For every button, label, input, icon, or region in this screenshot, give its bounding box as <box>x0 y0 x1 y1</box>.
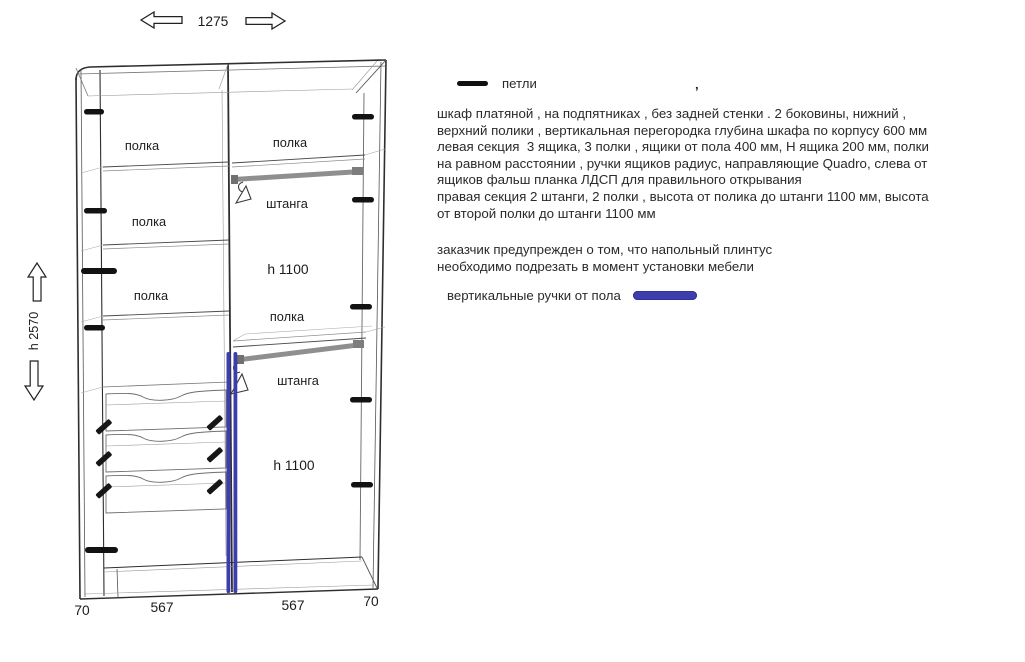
hinge-mark <box>84 325 105 331</box>
hinge-mark <box>352 197 374 203</box>
rod-height-label: h 1100 <box>273 458 315 473</box>
spec-line: шкаф платяной , на подпятниках , без задней стенки . 2 боковины, нижний , <box>437 106 907 121</box>
spec-line: верхний полики , вертикальная перегородка глубина шкафа по корпусу 600 мм <box>437 122 928 138</box>
stray-mark: ’ <box>695 84 699 99</box>
spec-text <box>437 106 1012 222</box>
arrow-down-icon <box>25 361 43 400</box>
spec-line: от второй полки до штанги 1100 мм <box>437 205 656 221</box>
spec-line: на равном расстоянии , ручки ящиков радиус, направляющие Quadro, слева от <box>437 155 928 171</box>
warning-text <box>437 242 1012 275</box>
bottom-dim: 70 <box>363 594 379 609</box>
legend-handles <box>447 288 697 303</box>
shelf-label: полка <box>124 138 160 153</box>
width-dimension <box>141 12 285 29</box>
spec-line: ящиков фальш планка ЛДСП для правильного открывания <box>437 172 802 188</box>
rod-label: штанга <box>266 196 308 211</box>
legend-handles-label: вертикальные ручки от пола <box>447 288 621 303</box>
bottom-dim: 567 <box>150 600 174 615</box>
arrow-up-icon <box>28 263 46 301</box>
height-dimension <box>25 263 46 400</box>
hinge-mark <box>81 268 117 274</box>
legend-hinges-label: петли <box>502 76 537 91</box>
bottom-dim: 70 <box>74 603 90 618</box>
shelf-line <box>81 311 229 322</box>
spec-line: левая секция 3 ящика, 3 полки , ящики от пола 400 мм, Н ящика 200 мм, полки <box>437 139 929 155</box>
hanger-icon <box>236 182 251 203</box>
hinge-mark <box>351 482 373 488</box>
hinge-line-swatch <box>457 81 488 86</box>
left-shelves-lines <box>81 162 229 393</box>
shelf-label: полка <box>131 214 167 229</box>
wardrobe-diagram <box>0 0 430 662</box>
vertical-handle-left <box>227 352 231 593</box>
shelf-label: полка <box>133 288 169 303</box>
hinge-mark <box>352 114 374 120</box>
hinge-mark <box>84 208 107 214</box>
vertical-handle-right <box>234 352 238 593</box>
diagram-labels <box>125 135 320 473</box>
shelf-label: полка <box>269 309 305 324</box>
drawer <box>106 431 226 472</box>
rod-bottom <box>237 340 364 364</box>
rod-label: штанга <box>277 373 319 388</box>
shelf-line <box>81 162 229 173</box>
warning-line: необходимо подрезать в момент установки мебели <box>437 258 754 274</box>
hinge-mark <box>350 304 372 310</box>
arrow-right-icon <box>246 13 285 29</box>
shelf-label: полка <box>272 135 308 150</box>
width-dim-label: 1275 <box>197 14 229 29</box>
legend-hinges <box>457 76 537 91</box>
shelf-line <box>81 240 229 251</box>
bottom-dim: 567 <box>281 598 305 613</box>
warning-line: заказчик предупрежден о том, что напольный плинтус <box>437 242 773 257</box>
rod-height-label: h 1100 <box>267 262 309 277</box>
carcass-outline <box>76 60 386 599</box>
arrow-left-icon <box>141 12 182 28</box>
spec-line: правая секция 2 штанги, 2 полки , высота от полика до штанги 1100 мм, высота <box>437 188 929 204</box>
height-dim-label: h 2570 <box>27 311 41 351</box>
handle-line-swatch <box>633 291 697 300</box>
drawer <box>106 390 226 431</box>
hinge-mark <box>350 397 372 403</box>
hinge-mark <box>85 547 118 553</box>
rod-top <box>231 167 363 184</box>
drawers <box>95 390 226 513</box>
notes-panel <box>437 0 1015 662</box>
hinge-mark <box>84 109 104 115</box>
shelf-line <box>232 149 385 167</box>
